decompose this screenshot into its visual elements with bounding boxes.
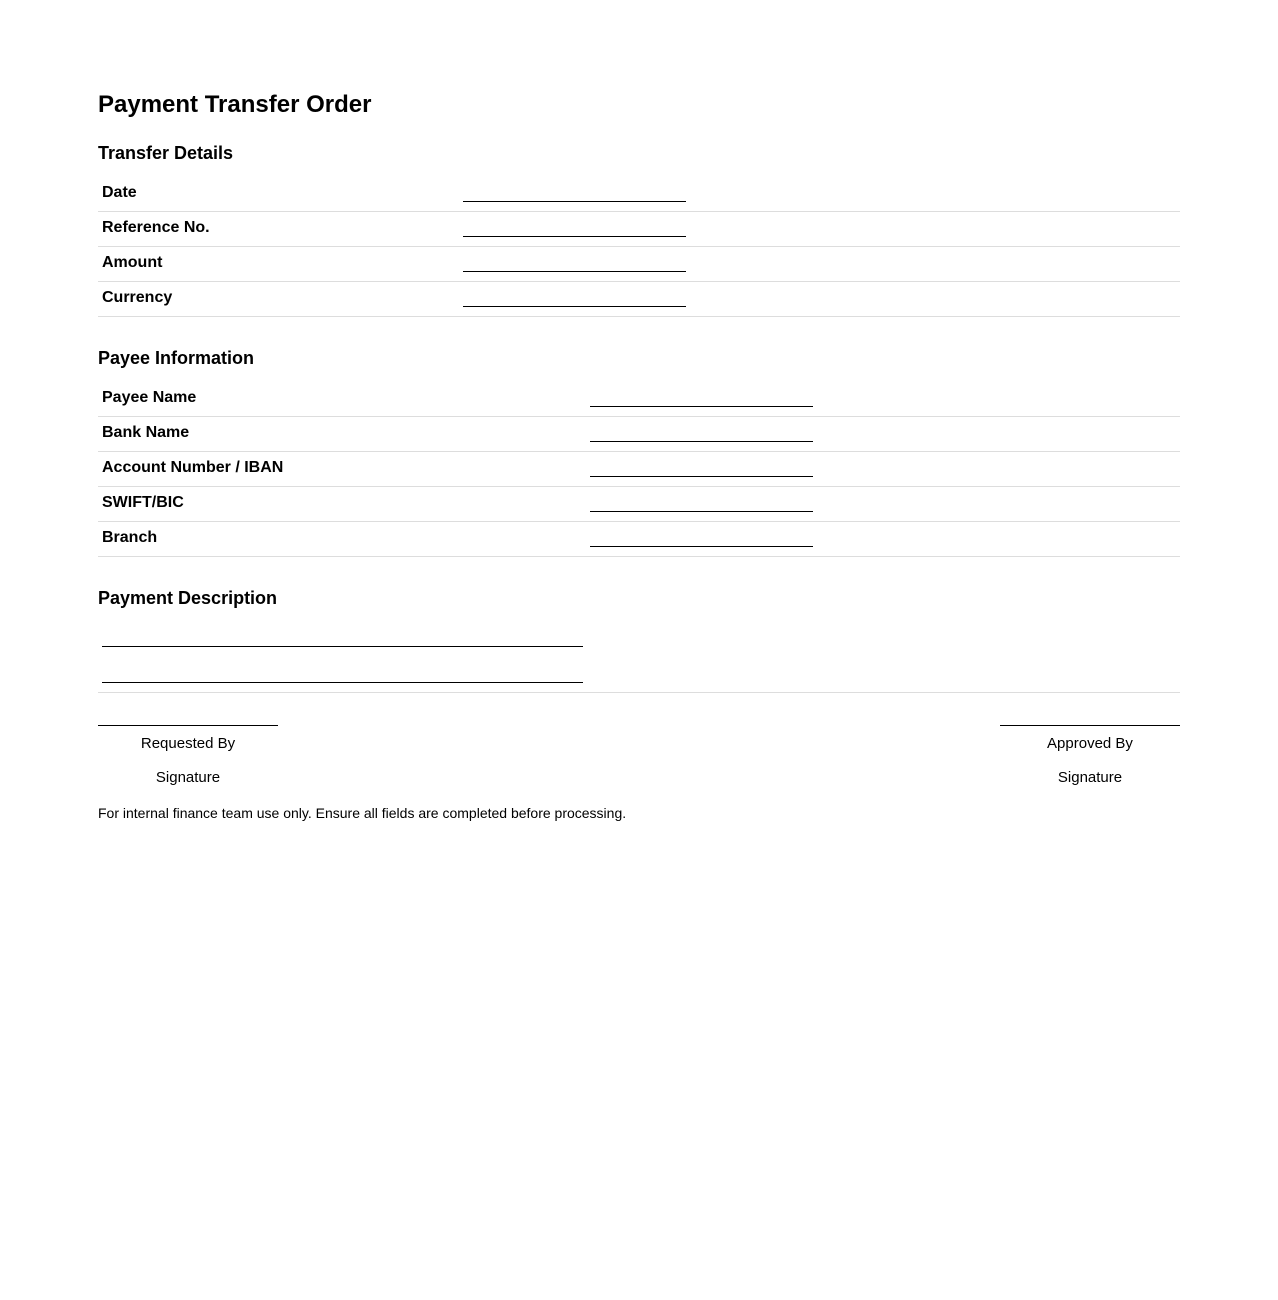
field-row-bank-name (98, 417, 1180, 452)
field-label-payee-name: Payee Name (102, 389, 197, 406)
signature-caption-approved: Signature (1057, 769, 1123, 786)
field-label-bank-name: Bank Name (102, 424, 190, 441)
field-row-payee-name (98, 382, 1180, 417)
field-label-date: Date (102, 184, 137, 201)
signature-caption-requested: Signature (155, 769, 221, 786)
document-title: Payment Transfer Order (98, 91, 372, 118)
signature-line-approved[interactable] (1000, 725, 1180, 726)
field-row-swift-bic (98, 487, 1180, 522)
field-row-date (98, 177, 1180, 212)
signature-role-approved: Approved By (1047, 735, 1133, 752)
transfer-details-table (98, 177, 1180, 317)
signature-role-requested: Requested By (140, 735, 236, 752)
field-row-account-number (98, 452, 1180, 487)
field-label-swift-bic: SWIFT/BIC (102, 494, 184, 511)
footer-note: For internal finance team use only. Ensure all fields are completed before processing. (98, 805, 627, 821)
section-title-transfer-details: Transfer Details (98, 143, 234, 163)
signature-block-requested (98, 725, 278, 787)
section-title-payment-description: Payment Description (98, 588, 278, 608)
section-title-payee-information: Payee Information (98, 348, 255, 368)
payee-information-table (98, 382, 1180, 557)
field-label-currency: Currency (102, 289, 173, 306)
field-row-currency (98, 282, 1180, 317)
field-input-branch[interactable] (590, 546, 813, 547)
field-label-account-number: Account Number / IBAN (102, 459, 284, 476)
payment-description-block (98, 622, 1180, 693)
description-input-line-1[interactable] (102, 646, 583, 647)
field-row-reference-no (98, 212, 1180, 247)
field-row-branch (98, 522, 1180, 557)
field-input-payee-name[interactable] (590, 406, 813, 407)
field-input-swift-bic[interactable] (590, 511, 813, 512)
signature-block-approved (1000, 725, 1180, 787)
signature-line-requested[interactable] (98, 725, 278, 726)
field-input-date[interactable] (463, 201, 686, 202)
field-label-branch: Branch (102, 529, 158, 546)
field-row-amount (98, 247, 1180, 282)
field-label-reference-no: Reference No. (102, 219, 210, 236)
field-input-reference-no[interactable] (463, 236, 686, 237)
field-input-account-number[interactable] (590, 476, 813, 477)
description-input-line-2[interactable] (102, 682, 583, 683)
field-input-bank-name[interactable] (590, 441, 813, 442)
field-label-amount: Amount (102, 254, 163, 271)
field-input-currency[interactable] (463, 306, 686, 307)
field-input-amount[interactable] (463, 271, 686, 272)
